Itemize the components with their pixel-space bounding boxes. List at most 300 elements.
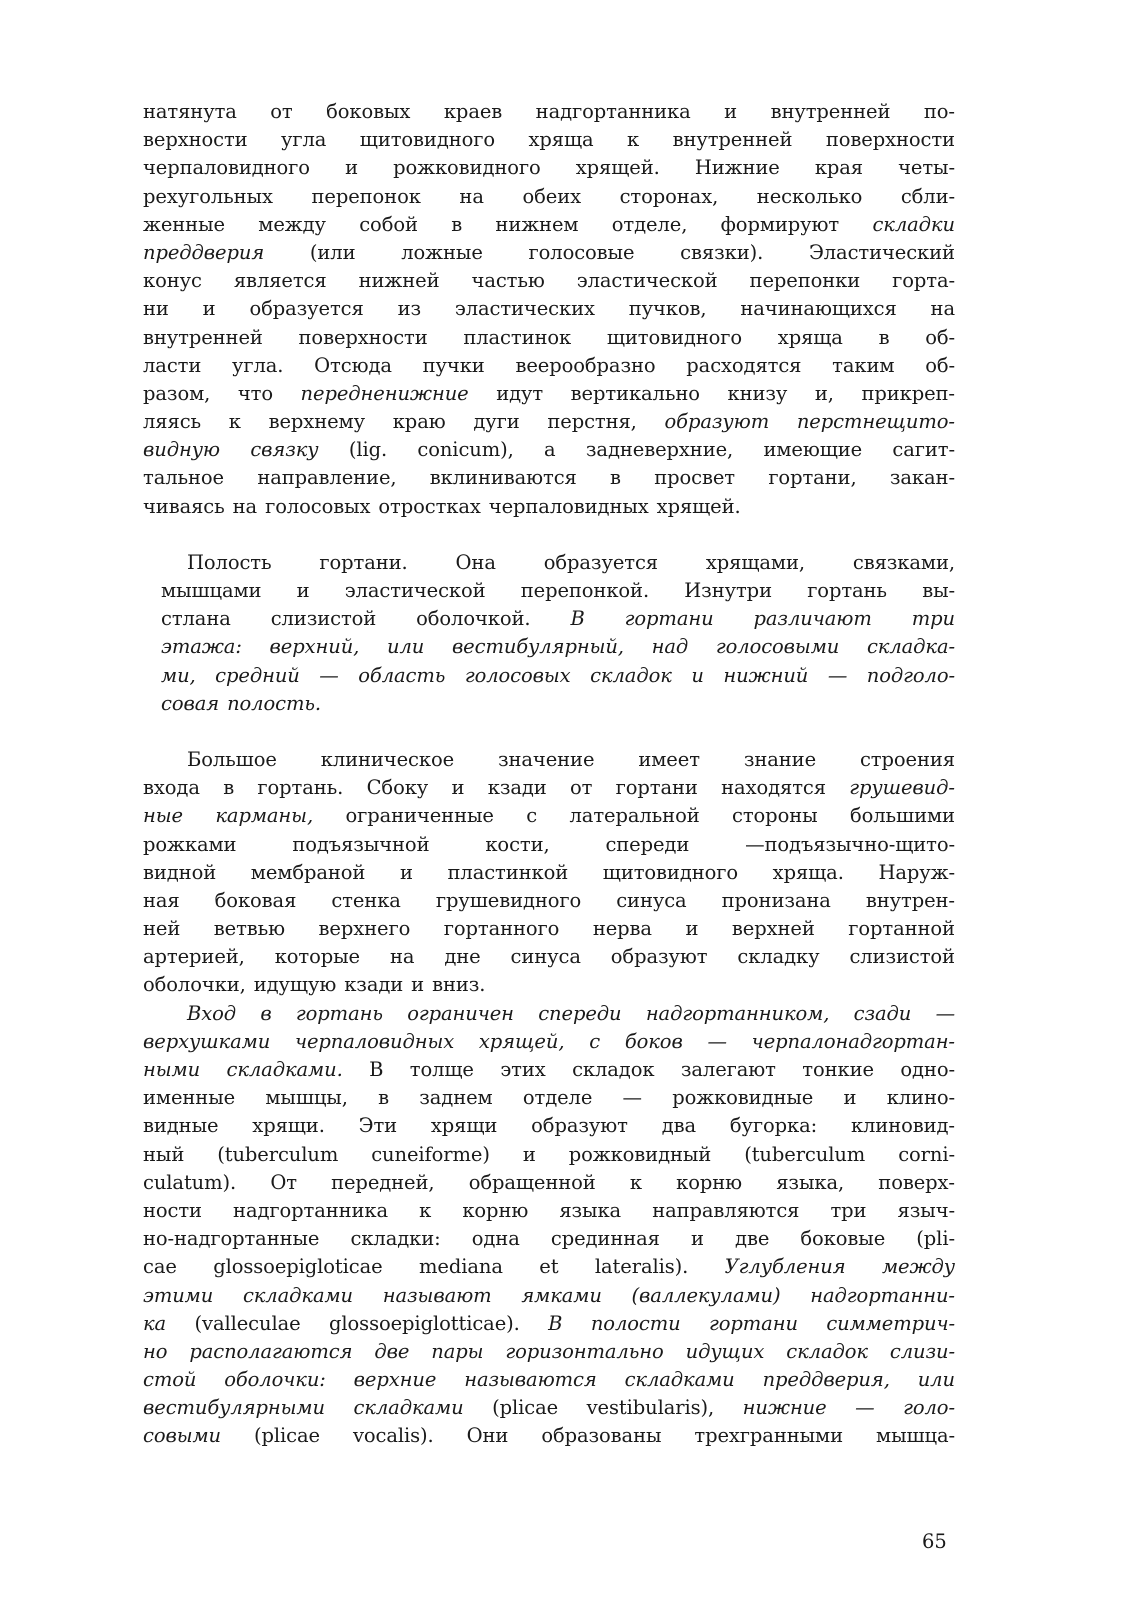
word: слизистой bbox=[270, 607, 377, 631]
word: черпалонадгортан- bbox=[751, 1029, 955, 1053]
word: входа bbox=[143, 776, 200, 800]
word: (lig. bbox=[348, 438, 388, 462]
word: гортани bbox=[624, 607, 714, 631]
word: — bbox=[935, 1001, 955, 1025]
word: видную bbox=[143, 438, 220, 462]
text-line bbox=[143, 662, 955, 690]
word: перепонкой. bbox=[520, 579, 650, 602]
word: направляются bbox=[652, 1198, 800, 1222]
word: ная bbox=[143, 888, 180, 912]
word: дне bbox=[444, 945, 481, 969]
word: пластинкой bbox=[447, 860, 569, 884]
word: складок bbox=[572, 1058, 655, 1081]
word: (valleculae bbox=[194, 1311, 301, 1335]
word: надгортанником, bbox=[645, 1001, 830, 1025]
text-line bbox=[143, 352, 955, 380]
word: задневерхние, bbox=[585, 438, 734, 462]
word: и bbox=[411, 973, 425, 997]
word: просвет bbox=[654, 466, 735, 490]
word: мышцами bbox=[161, 579, 262, 602]
text-line bbox=[143, 859, 955, 887]
word: идут bbox=[496, 381, 544, 405]
word: — bbox=[855, 1396, 875, 1420]
word: в bbox=[878, 325, 890, 349]
word: вниз. bbox=[432, 973, 486, 997]
word: (tuberculum bbox=[217, 1142, 339, 1166]
word: преддверия bbox=[143, 240, 265, 264]
word: оболочкой. bbox=[416, 607, 531, 631]
word: стой bbox=[143, 1368, 197, 1392]
word: между bbox=[881, 1255, 955, 1279]
text-line bbox=[143, 1338, 955, 1366]
word: Эластический bbox=[808, 240, 955, 264]
word: срединная bbox=[550, 1227, 660, 1251]
word: краю bbox=[392, 410, 446, 434]
word: этих bbox=[500, 1058, 546, 1081]
word: отделе, bbox=[611, 212, 688, 236]
word: стенка bbox=[331, 888, 401, 912]
word: из bbox=[397, 297, 422, 321]
word: различают bbox=[753, 607, 872, 631]
word: В bbox=[369, 1058, 384, 1081]
word: верхние bbox=[353, 1368, 437, 1392]
text-line bbox=[143, 1169, 955, 1197]
word: cuneiforme) bbox=[371, 1142, 490, 1166]
word: складками bbox=[242, 1283, 354, 1307]
word: хрящей. bbox=[575, 156, 660, 180]
word: на bbox=[232, 494, 258, 518]
text-line bbox=[143, 295, 955, 323]
word: складки bbox=[872, 212, 955, 236]
word: В bbox=[570, 607, 585, 631]
page-number: 65 bbox=[922, 1530, 947, 1553]
word: ный bbox=[143, 1142, 185, 1166]
word: толще bbox=[409, 1058, 474, 1081]
word: верхний, bbox=[269, 635, 360, 659]
word: имеющие bbox=[763, 438, 863, 462]
word: подголо- bbox=[866, 663, 955, 687]
text-line bbox=[143, 1112, 955, 1140]
word: отделе bbox=[522, 1086, 593, 1110]
word: складками bbox=[353, 1396, 464, 1420]
text-line bbox=[143, 126, 955, 154]
word: передней, bbox=[331, 1170, 435, 1194]
word: вы- bbox=[922, 579, 955, 602]
word: хрящей, bbox=[478, 1029, 565, 1053]
word: Сбоку bbox=[366, 776, 429, 800]
text-line bbox=[143, 802, 955, 830]
word: строения bbox=[859, 747, 955, 771]
word: об- bbox=[925, 353, 955, 377]
paragraph-gap bbox=[143, 521, 955, 549]
word: горта- bbox=[892, 269, 955, 293]
word: боковая bbox=[214, 888, 297, 912]
text-line bbox=[143, 774, 955, 802]
word: перстнещито- bbox=[796, 410, 955, 434]
word: одна bbox=[471, 1227, 520, 1251]
text-line bbox=[143, 267, 955, 295]
word: и bbox=[399, 860, 413, 884]
word: верхушками bbox=[143, 1029, 271, 1053]
word: или bbox=[386, 635, 425, 659]
text-line bbox=[143, 690, 955, 718]
word: ветвью bbox=[213, 917, 286, 941]
word: от bbox=[270, 100, 293, 123]
word: (plicae bbox=[492, 1396, 559, 1420]
word: образуют bbox=[664, 410, 770, 434]
word: преддверия, bbox=[762, 1368, 890, 1392]
word: боковых bbox=[326, 100, 411, 123]
word: стороны bbox=[732, 804, 818, 828]
word: подъязычной bbox=[292, 832, 430, 856]
text-line bbox=[143, 1056, 955, 1084]
word: нижний bbox=[723, 663, 809, 687]
word: вестибулярными bbox=[143, 1396, 325, 1420]
word: таким bbox=[832, 353, 895, 377]
word: передненижние bbox=[300, 381, 469, 405]
word: бугорка: bbox=[729, 1114, 818, 1138]
word: края bbox=[814, 156, 864, 180]
word: верхней bbox=[731, 917, 815, 941]
word: голосовыми bbox=[715, 635, 840, 659]
text-line bbox=[143, 831, 955, 859]
word: щитовидного bbox=[602, 860, 739, 884]
word: эластических bbox=[454, 297, 595, 321]
word: надгортанника bbox=[535, 100, 691, 123]
word: ные bbox=[143, 804, 183, 828]
word: гортанного bbox=[443, 917, 560, 941]
text-line bbox=[143, 633, 955, 661]
word: образованы bbox=[541, 1424, 662, 1448]
text-line bbox=[143, 98, 955, 126]
word: ней bbox=[143, 917, 181, 941]
text-line bbox=[143, 915, 955, 943]
word: нижней bbox=[358, 269, 440, 293]
word: черпаловидных bbox=[294, 1029, 455, 1053]
word: симметрич- bbox=[826, 1311, 955, 1335]
word: спереди bbox=[605, 832, 690, 856]
word: сзади bbox=[853, 1001, 912, 1025]
word: сагит- bbox=[892, 438, 955, 462]
word: на bbox=[459, 184, 484, 208]
word: Наруж- bbox=[878, 860, 955, 884]
word: В bbox=[548, 1311, 563, 1335]
text-block bbox=[143, 746, 955, 1451]
word: (plicae bbox=[254, 1424, 320, 1448]
word: складок bbox=[590, 663, 672, 687]
word: Эти bbox=[358, 1114, 398, 1138]
word: имеет bbox=[638, 747, 700, 771]
word: надгортанни- bbox=[810, 1283, 955, 1307]
word: клино- bbox=[886, 1086, 955, 1110]
word: идущих bbox=[685, 1339, 765, 1363]
text-line bbox=[143, 549, 955, 577]
word: нижние bbox=[742, 1396, 827, 1420]
word: мышцы, bbox=[265, 1086, 348, 1110]
word: черпаловидного bbox=[143, 156, 310, 180]
word: слизистой bbox=[849, 945, 955, 969]
word: три bbox=[911, 607, 955, 631]
word: и bbox=[451, 776, 465, 800]
word: корню bbox=[676, 1170, 743, 1194]
word: тальное bbox=[143, 466, 224, 490]
word: карманы, bbox=[215, 804, 314, 828]
word: и, bbox=[814, 381, 834, 405]
word: боков bbox=[624, 1029, 683, 1053]
word: в bbox=[223, 776, 235, 800]
word: залегают bbox=[680, 1058, 776, 1081]
text-line bbox=[143, 1310, 955, 1338]
word: conicum), bbox=[417, 438, 514, 462]
word: связки). bbox=[680, 240, 764, 264]
word: частью bbox=[471, 269, 545, 293]
text-line bbox=[143, 605, 955, 633]
word: над bbox=[651, 635, 689, 659]
text-line bbox=[143, 1197, 955, 1225]
word: две bbox=[735, 1227, 770, 1251]
word: но bbox=[143, 1339, 168, 1363]
word: ограничен bbox=[407, 1001, 514, 1025]
word: в bbox=[260, 1001, 272, 1025]
word: дуги bbox=[473, 410, 520, 434]
word: на bbox=[389, 945, 415, 969]
word: которые bbox=[274, 945, 361, 969]
word: несколько bbox=[756, 184, 863, 208]
word: спереди bbox=[538, 1001, 622, 1025]
word: поверх- bbox=[878, 1170, 955, 1194]
word: Изнутри bbox=[684, 579, 772, 602]
word: Полость bbox=[187, 550, 272, 574]
text-line bbox=[143, 380, 955, 408]
word: рожковидный bbox=[568, 1142, 712, 1166]
word: натянута bbox=[143, 100, 237, 123]
word: cae bbox=[143, 1255, 177, 1279]
word: в bbox=[378, 1086, 389, 1110]
word: вестибулярный, bbox=[451, 635, 624, 659]
word: эластической bbox=[576, 269, 718, 293]
word: ложные bbox=[401, 240, 483, 264]
word: culatum). bbox=[143, 1170, 237, 1194]
word: на bbox=[930, 297, 955, 321]
word: и bbox=[345, 156, 358, 180]
word: отростках bbox=[378, 494, 481, 518]
word: щитовидного bbox=[359, 128, 496, 152]
word: одно- bbox=[900, 1058, 955, 1081]
word: внутрен- bbox=[865, 888, 955, 912]
word: хряща bbox=[528, 128, 594, 152]
word: прикреп- bbox=[861, 381, 955, 405]
word: полости bbox=[590, 1311, 681, 1335]
word: поверхности bbox=[298, 325, 428, 349]
word: кости, bbox=[485, 832, 550, 856]
text-line bbox=[143, 1253, 955, 1281]
text-line bbox=[143, 408, 955, 436]
word: кзади bbox=[344, 973, 404, 997]
word: гортани bbox=[709, 1311, 798, 1335]
text-line bbox=[143, 1000, 955, 1028]
text-line bbox=[143, 1366, 955, 1394]
word: glossoepigloticae bbox=[213, 1255, 383, 1279]
word: корню bbox=[462, 1198, 529, 1222]
word: складками. bbox=[226, 1058, 343, 1081]
word: языка, bbox=[776, 1170, 845, 1194]
word: (tuberculum bbox=[744, 1142, 866, 1166]
word: от bbox=[570, 776, 593, 800]
word: синуса bbox=[510, 945, 581, 969]
text-line bbox=[143, 1084, 955, 1112]
word: пронизана bbox=[721, 888, 831, 912]
word: внутренней bbox=[143, 325, 263, 349]
word: клиновид- bbox=[850, 1114, 955, 1138]
word: что bbox=[237, 381, 273, 405]
word: трехгранными bbox=[694, 1424, 844, 1448]
word: синуса bbox=[616, 888, 687, 912]
text-line bbox=[143, 1141, 955, 1169]
word: или bbox=[917, 1368, 955, 1392]
word: и bbox=[685, 917, 699, 941]
text-line bbox=[143, 239, 955, 267]
body-text bbox=[143, 98, 955, 1451]
word: три bbox=[830, 1198, 867, 1222]
text-line bbox=[143, 183, 955, 211]
word: надгортанника bbox=[233, 1198, 389, 1222]
word: разом, bbox=[143, 381, 211, 405]
text-line bbox=[143, 1422, 955, 1450]
word: направление, bbox=[257, 466, 397, 490]
word: закан- bbox=[889, 466, 955, 490]
word: верхнего bbox=[318, 917, 411, 941]
word: складками bbox=[624, 1368, 735, 1392]
word: начинающихся bbox=[740, 297, 897, 321]
word: — bbox=[319, 663, 339, 687]
word: обеих bbox=[522, 184, 581, 208]
word: (или bbox=[309, 240, 356, 264]
word: идущую bbox=[253, 973, 337, 997]
word: латеральной bbox=[569, 804, 700, 828]
text-line bbox=[143, 211, 955, 239]
word: хрящи. bbox=[252, 1114, 325, 1138]
word: боковые bbox=[800, 1227, 886, 1251]
word: четы- bbox=[898, 156, 955, 180]
word: Они bbox=[466, 1424, 509, 1448]
word: артерией, bbox=[143, 945, 245, 969]
word: mediana bbox=[419, 1255, 503, 1279]
text-line bbox=[143, 1225, 955, 1253]
word: клиническое bbox=[320, 747, 455, 771]
word: с bbox=[589, 1029, 601, 1053]
word: этажа: bbox=[161, 635, 242, 659]
word: ни bbox=[143, 297, 169, 321]
word: женные bbox=[143, 212, 225, 236]
word: стлана bbox=[161, 607, 231, 631]
word: рожками bbox=[143, 832, 237, 856]
word: Нижние bbox=[694, 156, 780, 180]
word: образуют bbox=[531, 1114, 628, 1138]
word: хряща bbox=[777, 325, 843, 349]
word: языка bbox=[559, 1198, 622, 1222]
word: щитовидного bbox=[606, 325, 743, 349]
word: к bbox=[627, 128, 640, 152]
word: является bbox=[233, 269, 327, 293]
word: lateralis). bbox=[594, 1255, 689, 1279]
word: располагаются bbox=[189, 1339, 353, 1363]
word: гортани, bbox=[768, 466, 857, 490]
word: — bbox=[827, 663, 848, 687]
text-line bbox=[143, 577, 955, 605]
word: два bbox=[661, 1114, 696, 1138]
word: складку bbox=[737, 945, 820, 969]
word: хрящами, bbox=[705, 550, 805, 574]
word: именные bbox=[143, 1086, 236, 1110]
word: большими bbox=[849, 804, 955, 828]
word: слизи- bbox=[889, 1339, 955, 1363]
text-line bbox=[143, 887, 955, 915]
word: видной bbox=[143, 860, 217, 884]
word: гортань bbox=[807, 579, 887, 602]
word: и bbox=[724, 100, 738, 123]
word: языч- bbox=[897, 1198, 955, 1222]
word: оболочки, bbox=[143, 973, 246, 997]
word: нижнем bbox=[495, 212, 579, 236]
word: в bbox=[610, 466, 621, 490]
word: ми, bbox=[161, 663, 196, 687]
word: значение bbox=[497, 747, 595, 771]
word: книзу bbox=[727, 381, 788, 405]
word: совая bbox=[161, 691, 220, 715]
word: пучки bbox=[422, 353, 485, 377]
word: образуется bbox=[543, 550, 658, 574]
word: образуется bbox=[249, 297, 364, 321]
word: ограниченные bbox=[345, 804, 494, 828]
word: перстня, bbox=[547, 410, 637, 434]
word: совыми bbox=[143, 1424, 222, 1448]
word: горизонтально bbox=[505, 1339, 664, 1363]
text-line bbox=[143, 1394, 955, 1422]
word: ности bbox=[143, 1198, 202, 1222]
word: голо- bbox=[903, 1396, 955, 1420]
word: верхнему bbox=[268, 410, 365, 434]
word: Вход bbox=[187, 1001, 237, 1025]
word: угла. bbox=[232, 353, 284, 377]
word: ляясь bbox=[143, 410, 202, 434]
word: черпаловидных bbox=[488, 494, 649, 518]
text-block bbox=[143, 98, 955, 521]
word: перепонок bbox=[311, 184, 421, 208]
word: по- bbox=[923, 100, 955, 123]
word: и bbox=[843, 1086, 857, 1110]
word: поверхности bbox=[825, 128, 955, 152]
word: краев bbox=[443, 100, 503, 123]
word: кзади bbox=[487, 776, 547, 800]
word: вертикально bbox=[570, 381, 700, 405]
word: расходятся bbox=[686, 353, 802, 377]
word: две bbox=[374, 1339, 410, 1363]
word: средний bbox=[215, 663, 300, 687]
word: рехугольных bbox=[143, 184, 273, 208]
word: гортанной bbox=[848, 917, 955, 941]
word: перепонки bbox=[749, 269, 861, 293]
word: и bbox=[522, 1142, 536, 1166]
word: знание bbox=[743, 747, 817, 771]
text-line bbox=[143, 1282, 955, 1310]
word: нерва bbox=[592, 917, 652, 941]
word: голосовых bbox=[464, 663, 571, 687]
word: область bbox=[358, 663, 446, 687]
word: видные bbox=[143, 1114, 219, 1138]
text-line bbox=[143, 154, 955, 182]
word: — bbox=[622, 1086, 642, 1110]
word: к bbox=[629, 1170, 642, 1194]
